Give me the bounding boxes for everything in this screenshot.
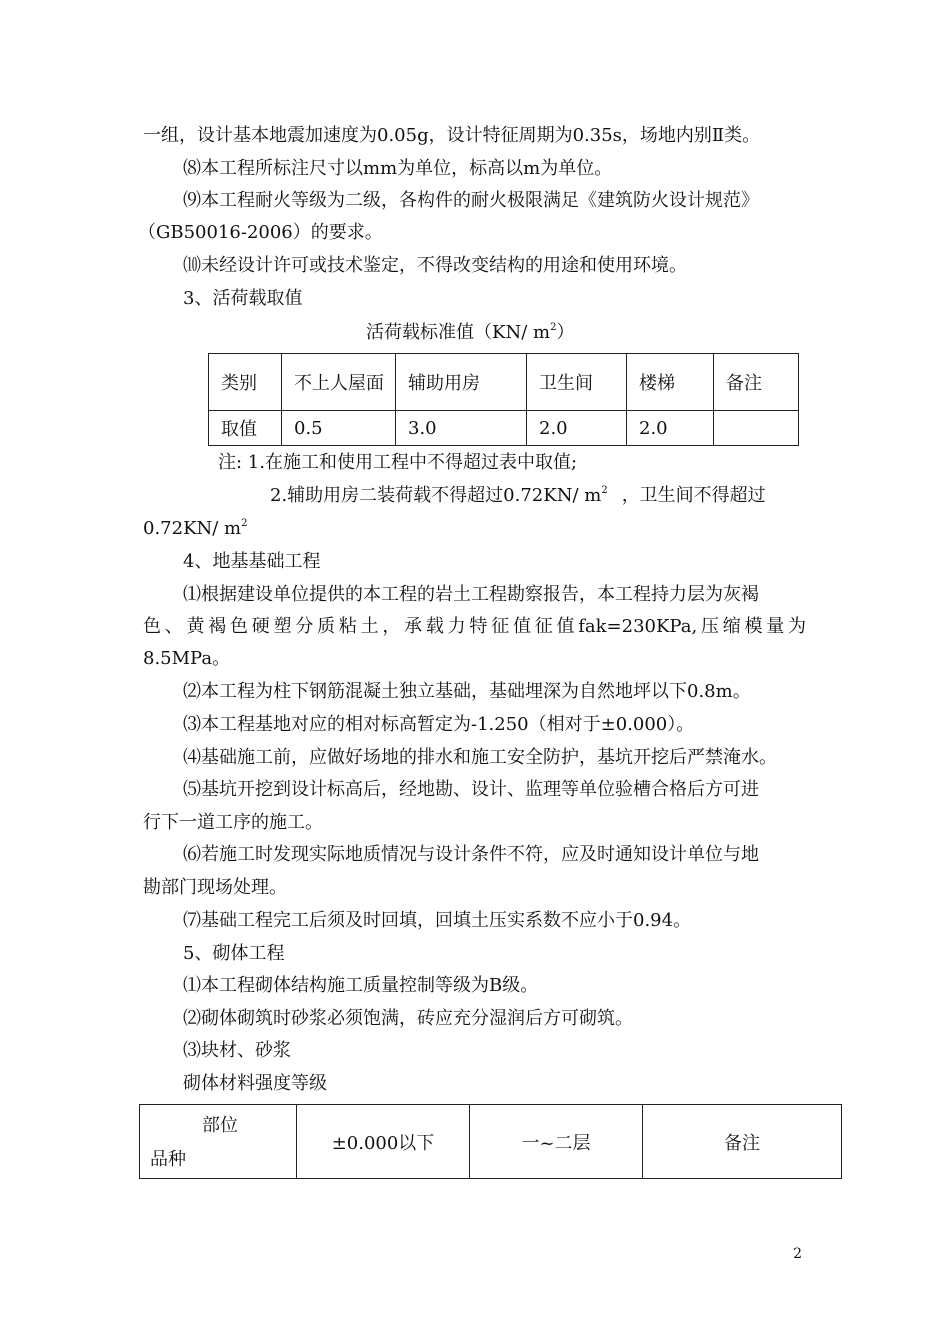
table-row xyxy=(209,411,799,446)
table-corner-cell xyxy=(140,1105,297,1179)
text-line: ⑼本工程耐火等级为二级，各构件的耐火极限满足《建筑防火设计规范》 xyxy=(183,190,759,211)
table-cell: 楼梯 xyxy=(627,354,714,411)
table-cell: 0.5 xyxy=(282,411,396,446)
note-line xyxy=(270,484,766,508)
section-heading: 5、砌体工程 xyxy=(183,943,285,964)
masonry-strength-table xyxy=(139,1104,842,1179)
text-line: 行下一道工序的施工。 xyxy=(143,812,323,833)
text-line: ⑺基础工程完工后须及时回填，回填土压实系数不应小于0.94。 xyxy=(183,910,692,931)
table-cell: 一~二层 xyxy=(470,1105,643,1179)
text-line: 色、黄褐色硬塑分质粘土，承载力特征值征值fak=230KPa,压缩模量为 xyxy=(143,616,806,637)
table-cell: 2.0 xyxy=(627,411,714,446)
table-cell: 卫生间 xyxy=(527,354,627,411)
text-line: ⑵本工程为柱下钢筋混凝土独立基础，基础埋深为自然地坪以下0.8m。 xyxy=(183,681,751,702)
table-cell: 辅助用房 xyxy=(396,354,527,411)
text-line: ⑶块材、砂浆 xyxy=(183,1040,291,1061)
caption-superscript: 2 xyxy=(550,322,557,333)
table-cell: 类别 xyxy=(209,354,282,411)
text-line: ⑶本工程基地对应的相对标高暂定为-1.250（相对于±0.000）。 xyxy=(183,714,695,735)
note-superscript: 2 xyxy=(241,518,248,529)
note-text: ，卫生间不得超过 xyxy=(621,485,766,506)
section-heading: 4、地基基础工程 xyxy=(183,551,321,572)
text-line: （GB50016-2006）的要求。 xyxy=(138,222,383,243)
table-cell: 3.0 xyxy=(396,411,527,446)
table-cell: 备注 xyxy=(643,1105,842,1179)
text-line: ⑵砌体砌筑时砂浆必须饱满，砖应充分湿润后方可砌筑。 xyxy=(183,1008,633,1029)
table-header-row xyxy=(209,354,799,411)
table-cell: 取值 xyxy=(209,411,282,446)
section-heading: 3、活荷载取值 xyxy=(183,288,303,309)
text-line: 一组，设计基本地震加速度为0.05g，设计特征周期为0.35s，场地内别Ⅱ类。 xyxy=(143,125,761,146)
text-line: ⑴本工程砌体结构施工质量控制等级为B级。 xyxy=(183,975,539,996)
table-cell: ±0.000以下 xyxy=(297,1105,470,1179)
text-line: ⑻本工程所标注尺寸以mm为单位，标高以m为单位。 xyxy=(183,158,613,179)
table-cell: 备注 xyxy=(714,354,799,411)
page-number: 2 xyxy=(793,1246,802,1262)
note-superscript: 2 xyxy=(601,485,608,496)
text-line: ⑽未经设计许可或技术鉴定，不得改变结构的用途和使用环境。 xyxy=(183,255,687,276)
note-text: 2.辅助用房二装荷载不得超过0.72KN/ m xyxy=(270,485,602,506)
text-line: ⑸基坑开挖到设计标高后，经地勘、设计、监理等单位验槽合格后方可进 xyxy=(183,779,759,800)
note-line: 注: 1.在施工和使用工程中不得超过表中取值; xyxy=(218,452,578,473)
table-cell xyxy=(714,411,799,446)
caption-text: 活荷载标准值（KN/ m xyxy=(366,322,551,343)
table-header-row xyxy=(140,1105,842,1179)
text-line: ⑴根据建设单位提供的本工程的岩土工程勘察报告，本工程持力层为灰褐 xyxy=(183,584,759,605)
table-cell: 2.0 xyxy=(527,411,627,446)
table-caption: 砌体材料强度等级 xyxy=(183,1073,327,1094)
note-text: 0.72KN/ m xyxy=(143,518,242,539)
note-line xyxy=(143,517,248,541)
caption-end: ） xyxy=(556,322,575,343)
live-load-table xyxy=(208,353,799,446)
text-line: ⑹若施工时发现实际地质情况与设计条件不符，应及时通知设计单位与地 xyxy=(183,844,759,865)
table-cell: 不上人屋面 xyxy=(282,354,396,411)
text-line: ⑷基础施工前，应做好场地的排水和施工安全防护，基坑开挖后严禁淹水。 xyxy=(183,747,777,768)
text-line: 8.5MPa。 xyxy=(143,648,231,669)
table-caption xyxy=(366,321,574,345)
corner-top-label: 部位 xyxy=(202,1115,238,1136)
corner-bottom-label: 品种 xyxy=(150,1149,186,1170)
text-line: 勘部门现场处理。 xyxy=(143,877,287,898)
